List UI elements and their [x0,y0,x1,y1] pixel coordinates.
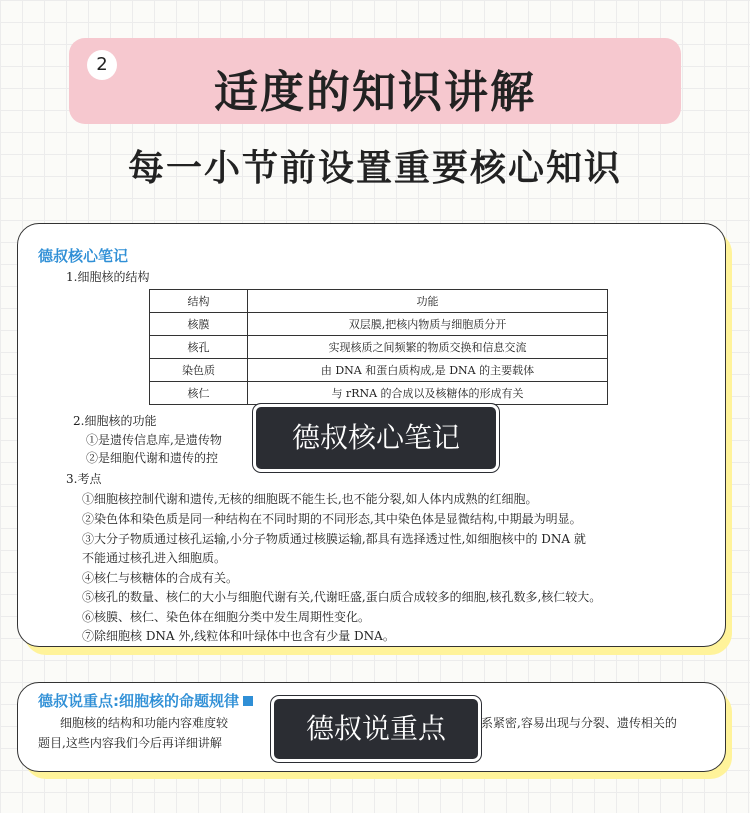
page-subtitle: 每一小节前设置重要核心知识 [127,148,622,189]
table-row [150,336,608,359]
function-item: ②是细胞代谢和遗传的控 [86,451,219,465]
table-cell: 核孔 [150,336,248,359]
table-header-row [150,290,608,313]
point-item: ②染色体和染色质是同一种结构在不同时期的不同形态,其中染色体是显微结构,中期最为明显。 [82,512,582,526]
table-cell: 实现核质之间频繁的物质交换和信息交流 [248,336,608,359]
section-heading-structure: 1.细胞核的结构 [66,270,150,284]
key-text-line: 题目,这些内容我们今后再详细讲解 [38,736,222,750]
key-card-title [38,690,253,711]
table-header-cell: 结构 [150,290,248,313]
table-cell: 与 rRNA 的合成以及核糖体的形成有关 [248,382,608,405]
table-row [150,313,608,336]
table-row [150,359,608,382]
point-item: ⑥核膜、核仁、染色体在细胞分类中发生周期性变化。 [82,610,371,624]
key-points-stamp: 德叔说重点 [271,696,481,762]
point-item: ①细胞核控制代谢和遗传,无核的细胞既不能生长,也不能分裂,如人体内成熟的红细胞。 [82,492,538,506]
nucleus-structure-table [149,289,608,405]
core-notes-stamp: 德叔核心笔记 [253,404,499,472]
point-item: ⑤核孔的数量、核仁的大小与细胞代谢有关,代谢旺盛,蛋白质合成较多的细胞,核孔数多,核仁较大。 [82,590,602,604]
title-marker-icon [243,696,253,706]
table-cell: 由 DNA 和蛋白质构成,是 DNA 的主要载体 [248,359,608,382]
table-cell: 双层膜,把核内物质与细胞质分开 [248,313,608,336]
note-card-title: 德叔核心笔记 [38,247,129,265]
section-banner [69,38,681,124]
point-item: 不能通过核孔进入细胞质。 [82,551,227,565]
section-heading-function: 2.细胞核的功能 [73,414,157,428]
key-text-line: 细胞核的结构和功能内容难度较 [60,716,229,730]
key-text-line: 系紧密,容易出现与分裂、遗传相关的 [481,716,677,730]
table-cell: 染色质 [150,359,248,382]
table-cell: 核仁 [150,382,248,405]
section-heading-points: 3.考点 [66,472,102,486]
table-header-cell: 功能 [248,290,608,313]
section-number-badge: 2 [87,50,117,80]
point-item: ⑦除细胞核 DNA 外,线粒体和叶绿体中也含有少量 DNA。 [82,629,395,643]
table-row [150,382,608,405]
function-item: ①是遗传信息库,是遗传物 [86,433,222,447]
table-cell: 核膜 [150,313,248,336]
point-item: ④核仁与核糖体的合成有关。 [82,571,239,585]
point-item: ③大分子物质通过核孔运输,小分子物质通过核膜运输,都具有选择透过性,如细胞核中的 DNA 就 [82,532,586,546]
banner-title: 适度的知识讲解 [214,67,536,118]
key-card-title-text: 德叔说重点:细胞核的命题规律 [38,692,239,710]
